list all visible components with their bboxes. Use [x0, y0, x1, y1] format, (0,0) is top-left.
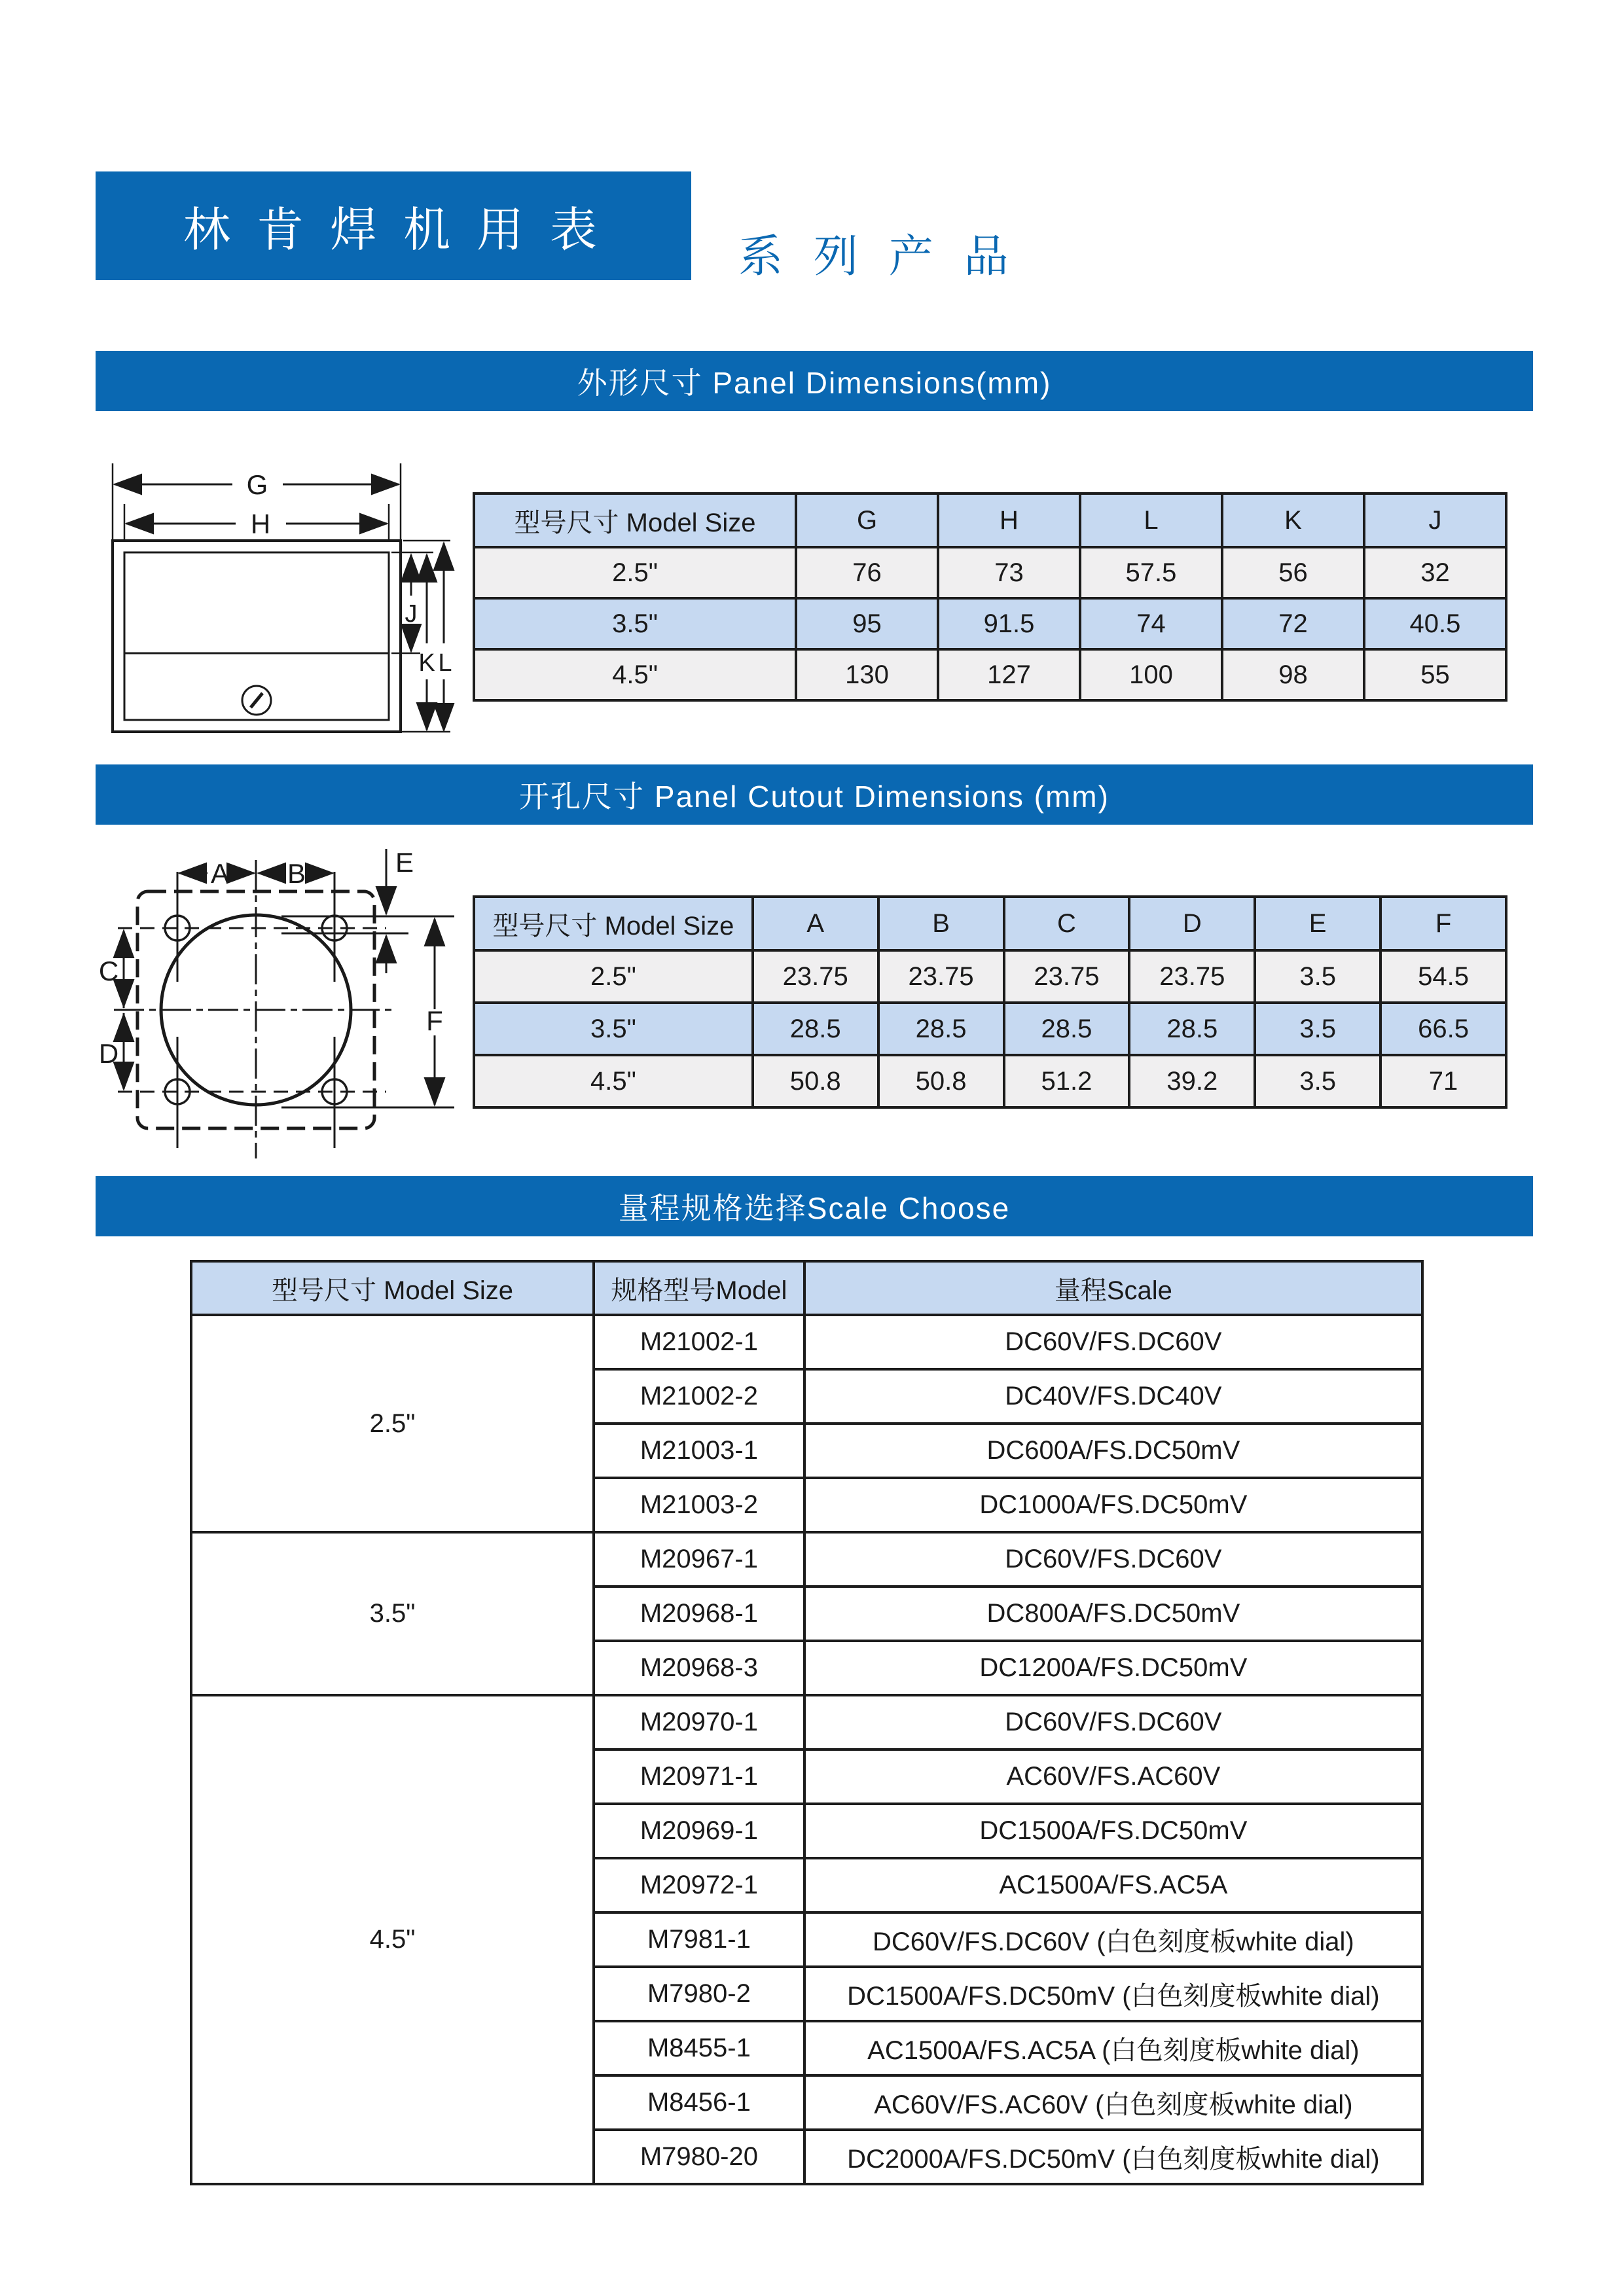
model-cell: M7981-1	[594, 1912, 804, 1967]
model-cell: M7980-2	[594, 1967, 804, 2021]
table-cell: 66.5	[1380, 1003, 1506, 1055]
panel-dimensions-table	[473, 492, 1507, 702]
table-cell: 3.5"	[474, 1003, 753, 1055]
dim-label-l: L	[438, 649, 452, 677]
dim-label-j: J	[405, 600, 418, 628]
model-cell: M20967-1	[594, 1532, 804, 1587]
dim-label-a: A	[210, 858, 230, 889]
table-cell: 127	[938, 649, 1080, 700]
column-header-g: G	[796, 493, 938, 547]
section-bar-panel-dimensions	[96, 351, 1533, 411]
scale-cell: DC2000A/FS.DC50mV (白色刻度板white dial)	[804, 2130, 1422, 2184]
scale-choose-table	[190, 1260, 1424, 2185]
model-cell: M21003-1	[594, 1424, 804, 1478]
table-cell: 71	[1380, 1055, 1506, 1107]
column-header-scale: 量程Scale	[804, 1261, 1422, 1315]
section-bar-scale-choose	[96, 1176, 1533, 1236]
dim-label-h: H	[250, 509, 271, 539]
table-cell: 28.5	[753, 1003, 878, 1055]
scale-cell: DC600A/FS.DC50mV	[804, 1424, 1422, 1478]
dim-label-k: K	[418, 649, 435, 677]
dim-label-g: G	[246, 469, 268, 500]
table-row	[474, 547, 1506, 598]
table-cell: 50.8	[878, 1055, 1004, 1107]
column-header-b: B	[878, 897, 1004, 950]
column-header-l: L	[1080, 493, 1222, 547]
table-cell: 57.5	[1080, 547, 1222, 598]
dim-label-d: D	[98, 1038, 119, 1069]
table-cell: 76	[796, 547, 938, 598]
panel-cutout-diagram	[86, 833, 466, 1160]
table-row	[474, 950, 1506, 1003]
table-cell: 4.5"	[474, 1055, 753, 1107]
table-cell: 130	[796, 649, 938, 700]
model-cell: M21002-1	[594, 1315, 804, 1369]
table-row	[474, 598, 1506, 649]
table-row	[474, 649, 1506, 700]
table-row	[191, 1695, 1422, 1749]
table-cell: 40.5	[1364, 598, 1506, 649]
model-cell: M21002-2	[594, 1369, 804, 1424]
table-cell: 91.5	[938, 598, 1080, 649]
table-cell: 73	[938, 547, 1080, 598]
table-row	[474, 1055, 1506, 1107]
model-cell: M8455-1	[594, 2021, 804, 2075]
table-header-row	[474, 493, 1506, 547]
column-header-e: E	[1255, 897, 1380, 950]
table-cell: 56	[1222, 547, 1364, 598]
table-cell: 95	[796, 598, 938, 649]
model-cell: M20970-1	[594, 1695, 804, 1749]
column-header-j: J	[1364, 493, 1506, 547]
column-header-k: K	[1222, 493, 1364, 547]
table-cell: 50.8	[753, 1055, 878, 1107]
dim-label-f: F	[426, 1005, 443, 1036]
model-cell: M20972-1	[594, 1858, 804, 1912]
model-cell: M20969-1	[594, 1804, 804, 1858]
model-cell: M20968-1	[594, 1587, 804, 1641]
table-row	[474, 1003, 1506, 1055]
table-header-row	[191, 1261, 1422, 1315]
table-cell: 3.5	[1255, 1003, 1380, 1055]
section-bar-cutout-dimensions	[96, 764, 1533, 825]
model-cell: M20971-1	[594, 1749, 804, 1804]
table-cell: 51.2	[1004, 1055, 1130, 1107]
section-title-scale-choose: 量程规格选择Scale Choose	[618, 1191, 1011, 1225]
section-title-cutout-dimensions: 开孔尺寸 Panel Cutout Dimensions (mm)	[519, 780, 1110, 814]
table-cell: 23.75	[753, 950, 878, 1003]
merged-size-cell: 3.5"	[191, 1532, 594, 1695]
scale-cell: AC1500A/FS.AC5A	[804, 1858, 1422, 1912]
table-cell: 55	[1364, 649, 1506, 700]
column-header-h: H	[938, 493, 1080, 547]
scale-cell: DC60V/FS.DC60V	[804, 1532, 1422, 1587]
cutout-dimensions-table	[473, 895, 1507, 1109]
model-cell: M20968-3	[594, 1641, 804, 1695]
column-header-d: D	[1129, 897, 1255, 950]
column-header-model-size: 型号尺寸 Model Size	[474, 897, 753, 950]
table-cell: 100	[1080, 649, 1222, 700]
table-cell: 3.5	[1255, 1055, 1380, 1107]
table-cell: 98	[1222, 649, 1364, 700]
table-row	[191, 1532, 1422, 1587]
column-header-c: C	[1004, 897, 1130, 950]
section-title-panel-dimensions: 外形尺寸 Panel Dimensions(mm)	[577, 366, 1052, 400]
merged-size-cell: 2.5"	[191, 1315, 594, 1532]
table-cell: 54.5	[1380, 950, 1506, 1003]
scale-cell: DC60V/FS.DC60V (白色刻度板white dial)	[804, 1912, 1422, 1967]
scale-cell: DC60V/FS.DC60V	[804, 1315, 1422, 1369]
scale-cell: DC60V/FS.DC60V	[804, 1695, 1422, 1749]
table-cell: 23.75	[878, 950, 1004, 1003]
table-row	[191, 1315, 1422, 1369]
scale-cell: AC60V/FS.AC60V (白色刻度板white dial)	[804, 2075, 1422, 2130]
scale-cell: DC1500A/FS.DC50mV (白色刻度板white dial)	[804, 1967, 1422, 2021]
column-header-model-size: 型号尺寸 Model Size	[191, 1261, 594, 1315]
dim-label-c: C	[98, 956, 119, 986]
column-header-a: A	[753, 897, 878, 950]
table-header-row	[474, 897, 1506, 950]
dim-label-b: B	[287, 858, 306, 889]
table-cell: 74	[1080, 598, 1222, 649]
scale-cell: DC40V/FS.DC40V	[804, 1369, 1422, 1424]
table-cell: 72	[1222, 598, 1364, 649]
table-cell: 28.5	[1129, 1003, 1255, 1055]
table-cell: 23.75	[1004, 950, 1130, 1003]
model-cell: M7980-20	[594, 2130, 804, 2184]
merged-size-cell: 4.5"	[191, 1695, 594, 2184]
dim-label-e: E	[395, 847, 414, 878]
table-cell: 3.5	[1255, 950, 1380, 1003]
table-cell: 2.5"	[474, 547, 796, 598]
table-cell: 3.5"	[474, 598, 796, 649]
model-cell: M8456-1	[594, 2075, 804, 2130]
table-cell: 4.5"	[474, 649, 796, 700]
scale-cell: AC1500A/FS.AC5A (白色刻度板white dial)	[804, 2021, 1422, 2075]
brand-title: 林 肯 焊 机 用 表	[183, 204, 604, 257]
table-cell: 32	[1364, 547, 1506, 598]
table-cell: 28.5	[1004, 1003, 1130, 1055]
column-header-model-size: 型号尺寸 Model Size	[474, 493, 796, 547]
scale-cell: DC1000A/FS.DC50mV	[804, 1478, 1422, 1532]
series-label: 系 列 产 品	[738, 232, 1018, 281]
table-cell: 2.5"	[474, 950, 753, 1003]
column-header-model: 规格型号Model	[594, 1261, 804, 1315]
scale-cell: DC1500A/FS.DC50mV	[804, 1804, 1422, 1858]
brand-title-box	[96, 171, 691, 280]
model-cell: M21003-2	[594, 1478, 804, 1532]
scale-cell: DC800A/FS.DC50mV	[804, 1587, 1422, 1641]
panel-dimensions-diagram	[98, 444, 455, 745]
scale-cell: AC60V/FS.AC60V	[804, 1749, 1422, 1804]
scale-cell: DC1200A/FS.DC50mV	[804, 1641, 1422, 1695]
table-cell: 39.2	[1129, 1055, 1255, 1107]
table-cell: 28.5	[878, 1003, 1004, 1055]
table-cell: 23.75	[1129, 950, 1255, 1003]
column-header-f: F	[1380, 897, 1506, 950]
